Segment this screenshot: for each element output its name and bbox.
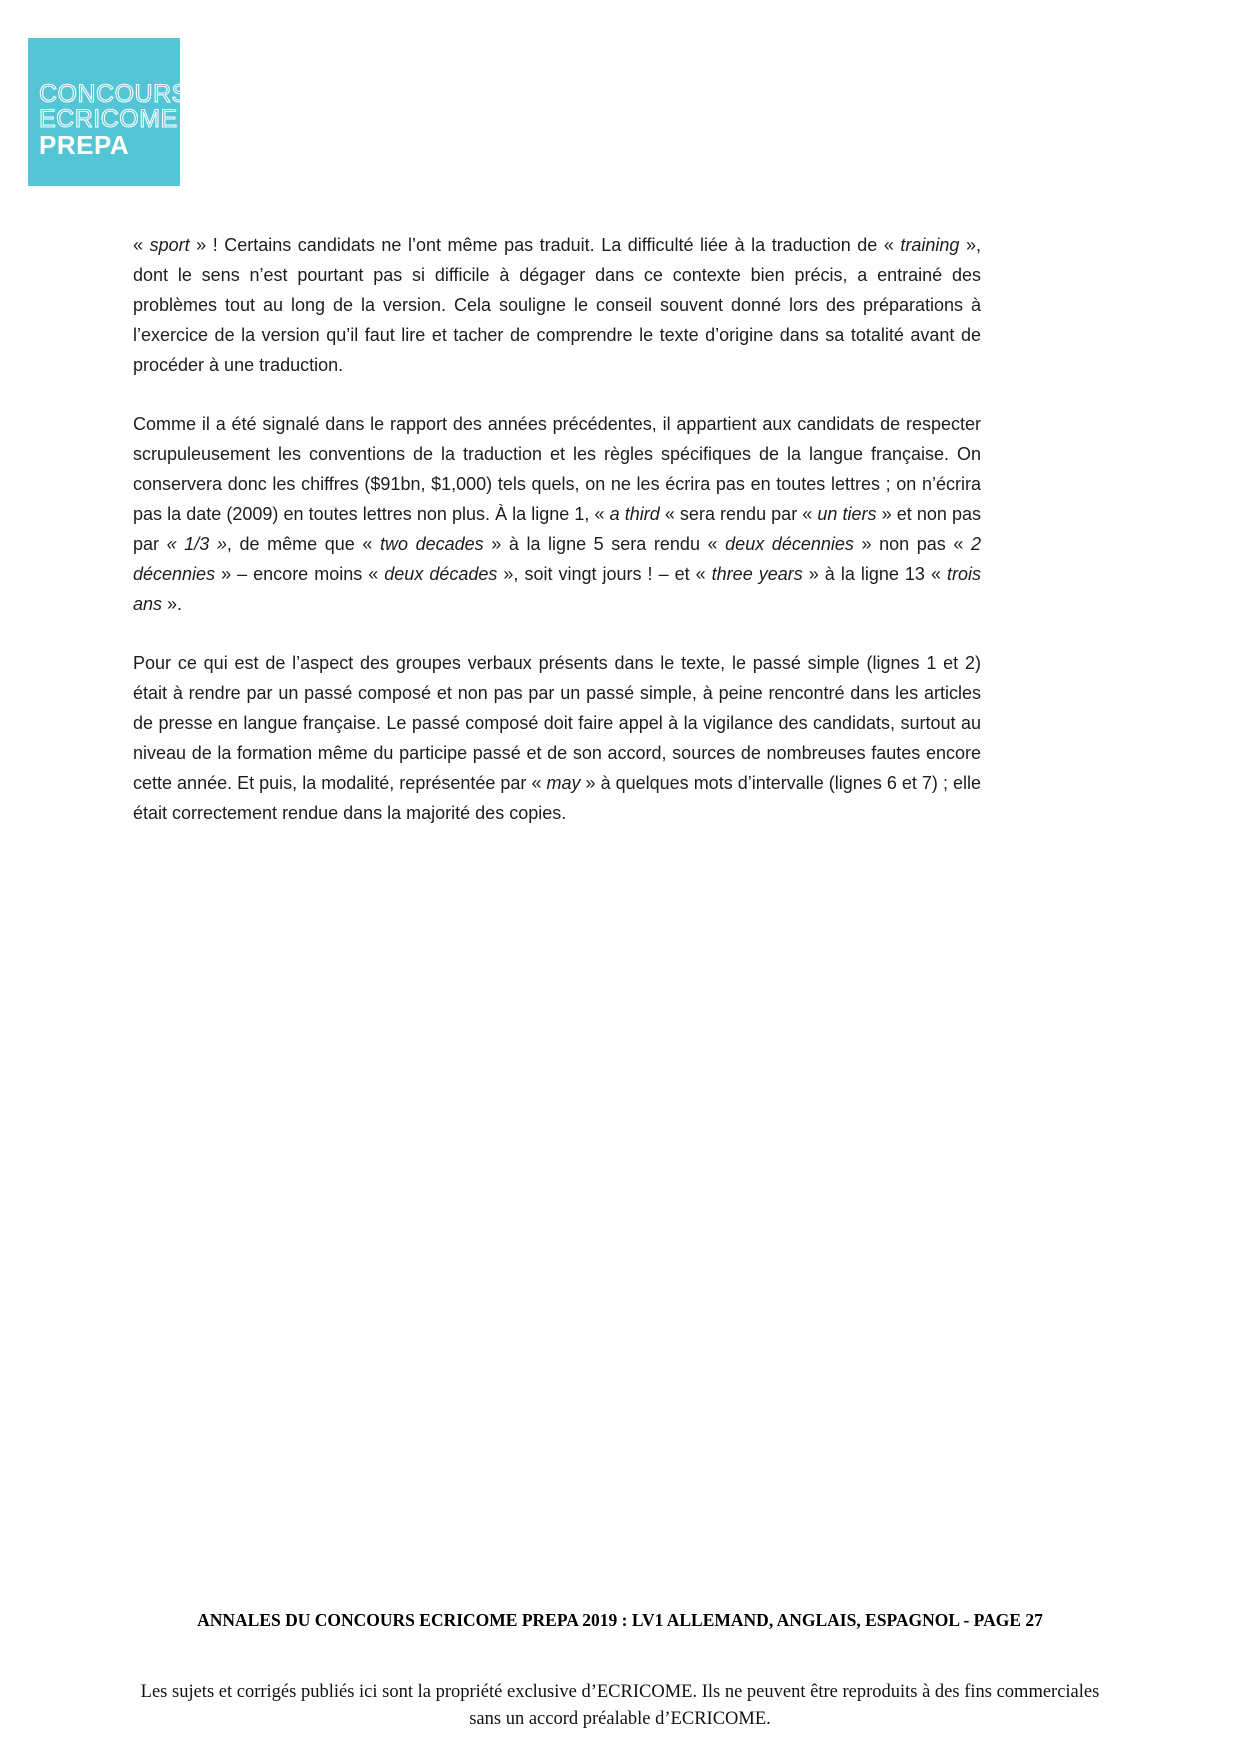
text-segment: , de même que « [226, 534, 380, 554]
text-segment: » et non pas par [133, 504, 981, 554]
text-segment: » à la ligne 5 sera rendu « [483, 534, 726, 554]
italic-text-segment: trois ans [133, 564, 981, 614]
text-segment: », dont le sens n’est pourtant pas si difficile à dégager dans ce contexte bien précis, a entrainé des problèmes tout au long de la version. Cela souligne le conseil souvent donné lors des préparations à l’exercice de la version qu’il faut lire et tacher de comprendre le texte d’origine dans sa totalité avant de procéder à une traduction. [133, 235, 982, 375]
italic-text-segment: a third [609, 504, 660, 524]
italic-text-segment: 2 décennies [133, 534, 981, 584]
text-segment: » ! Certains candidats ne l’ont même pas traduit. La difficulté liée à la traduction de « [189, 235, 901, 255]
ecricome-logo [28, 38, 189, 186]
logo-line-ecricome: ECRICOME [39, 105, 178, 133]
text-segment: » non pas « [853, 534, 971, 554]
paragraph [133, 409, 981, 619]
logo-line-concours: CONCOURS [39, 80, 189, 108]
logo-line-prepa: PREPA [39, 130, 130, 160]
text-segment: » à quelques mots d’intervalle (lignes 6 et 7) ; elle était correctement rendue dans la majorité des copies. [133, 773, 981, 823]
text-segment: » – encore moins « [215, 564, 385, 584]
italic-text-segment: training [900, 235, 960, 255]
italic-text-segment: deux décennies [725, 534, 854, 554]
paragraph [133, 648, 981, 828]
footer-page-info: ANNALES DU CONCOURS ECRICOME PREPA 2019 : LV1 ALLEMAND, ANGLAIS, ESPAGNOL - PAGE 27 [197, 1610, 1043, 1630]
text-segment: Pour ce qui est de l’aspect des groupes verbaux présents dans le texte, le passé simple (lignes 1 et 2) était à rendre par un passé composé et non pas par un passé simple, à peine rencontré dans les articles de presse en langue française. Le passé composé doit faire appel à la vigilance des candidats, surtout au niveau de la formation même du participe passé et de son accord, sources de nombreuses fautes encore cette année. Et puis, la modalité, représentée par « [133, 653, 981, 793]
italic-text-segment: three years [711, 564, 803, 584]
italic-text-segment: « 1/3 » [166, 534, 227, 554]
paragraph [133, 230, 981, 380]
italic-text-segment: may [546, 773, 581, 793]
italic-text-segment: un tiers [817, 504, 877, 524]
text-segment: Comme il a été signalé dans le rapport des années précédentes, il appartient aux candidats de respecter scrupuleusement les conventions de la traduction et les règles spécifiques de la langue française. On conservera donc les chiffres ($91bn, $1,000) tels quels, on ne les écrira pas en toutes lettres ; on n’écrira pas la date (2009) en toutes lettres non plus. À la ligne 1, « [133, 414, 981, 524]
text-segment: », soit vingt jours ! – et « [497, 564, 712, 584]
italic-text-segment: deux décades [384, 564, 498, 584]
italic-text-segment: sport [149, 235, 190, 255]
text-segment: » à la ligne 13 « [802, 564, 947, 584]
body-text [133, 230, 981, 857]
text-segment: « sera rendu par « [659, 504, 818, 524]
footer-copyright: Les sujets et corrigés publiés ici sont la propriété exclusive d’ECRICOME. Ils ne peuvent être reproduits à des fins commerciales sans un accord préalable d’ECRICOME. [140, 1682, 1100, 1729]
text-segment: ». [162, 594, 183, 614]
italic-text-segment: two decades [379, 534, 484, 554]
text-segment: « [133, 235, 150, 255]
